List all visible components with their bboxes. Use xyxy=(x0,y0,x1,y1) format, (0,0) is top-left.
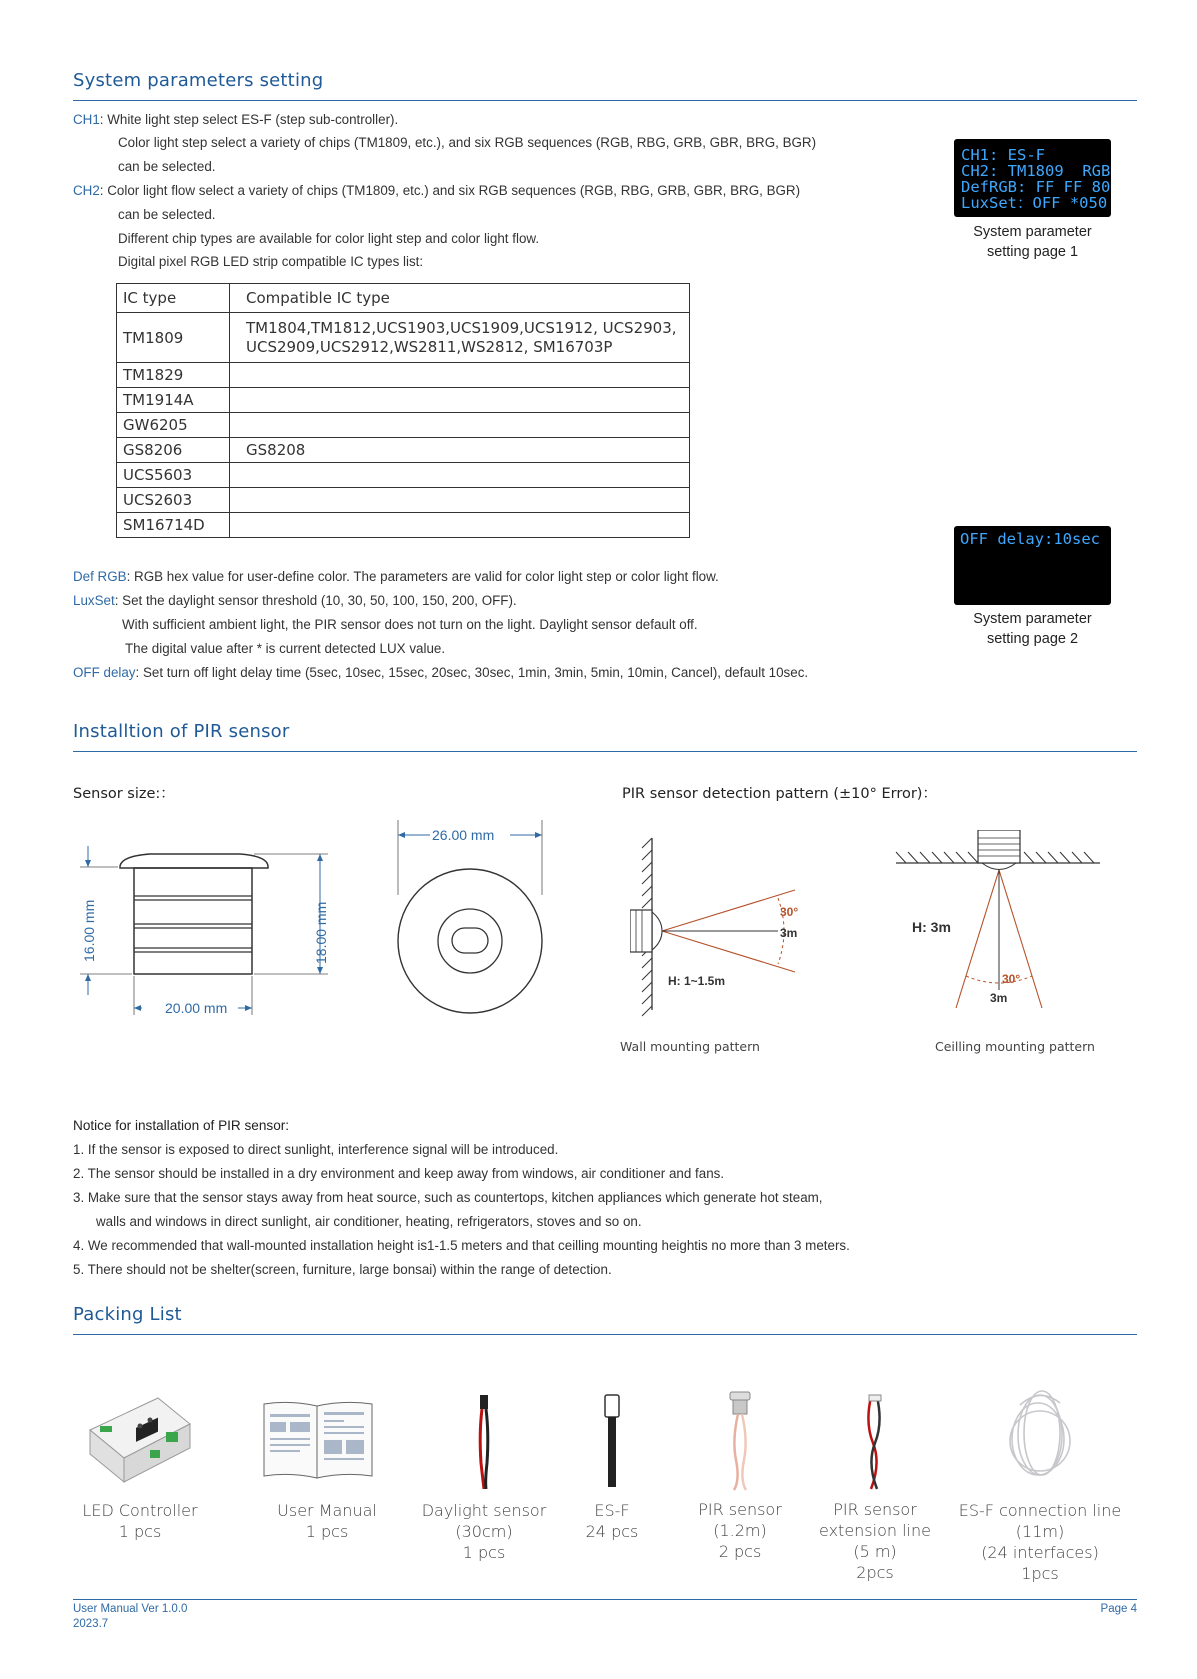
table-cell-ic: TM1829 xyxy=(117,363,230,388)
offdelay-key: OFF delay xyxy=(73,665,136,680)
luxset-key: LuxSet xyxy=(73,593,115,608)
section-title-packing-list: Packing List xyxy=(73,1304,182,1325)
table-cell-ic: UCS5603 xyxy=(117,463,230,488)
caption-line: User Manual xyxy=(277,1501,377,1520)
ch2-line1 xyxy=(73,179,800,202)
ch1-text: : White light step select ES-F (step sub-controller). xyxy=(99,112,399,127)
footer-date: 2023.7 xyxy=(73,1618,109,1630)
caption-line: (30cm) xyxy=(455,1522,513,1541)
table-row xyxy=(117,363,690,388)
ch2-line2: can be selected. xyxy=(118,207,216,222)
led-controller-image xyxy=(80,1390,200,1490)
table-row xyxy=(117,388,690,413)
packing-item-caption xyxy=(805,1499,945,1583)
ceiling-mounting-diagram xyxy=(890,830,1110,1030)
table-cell-ic: GS8206 xyxy=(117,438,230,463)
table-cell-compat xyxy=(230,313,690,363)
caption-line: 24 pcs xyxy=(585,1522,639,1541)
lcd-screen-page1 xyxy=(954,139,1111,217)
caption-line: setting page 1 xyxy=(986,244,1079,260)
caption-line: setting page 2 xyxy=(986,631,1079,647)
notice-item: 4. We recommended that wall-mounted installation height is1-1.5 meters and that ceilling mounting heightis no more than 3 meters. xyxy=(73,1238,850,1253)
section-title-system-parameters: System parameters setting xyxy=(73,70,324,91)
lcd-line: CH1: ES-F xyxy=(961,146,1045,164)
pir-sensor-image xyxy=(720,1390,760,1495)
table-cell-ic: TM1809 xyxy=(117,313,230,363)
offdelay-line xyxy=(73,661,808,684)
dim-diameter-label: 26.00 mm xyxy=(432,827,495,843)
table-header-compatible: Compatible IC type xyxy=(230,284,690,313)
table-header-row xyxy=(117,284,690,313)
ch2-key: CH2 xyxy=(73,183,100,198)
table-cell-ic: TM1914A xyxy=(117,388,230,413)
daylight-sensor-image xyxy=(465,1393,505,1493)
ceiling-height-label: H: 3m xyxy=(912,919,951,935)
caption-line: System parameter xyxy=(973,224,1092,240)
lcd-line: CH2: TM1809 RGB xyxy=(961,162,1111,180)
defrgb-text: : RGB hex value for user-define color. The parameters are valid for color light step or color light flow. xyxy=(126,569,719,584)
caption-line: (1.2m) xyxy=(713,1521,767,1540)
caption-line: PIR sensor xyxy=(833,1500,917,1519)
wall-mounting-caption: Wall mounting pattern xyxy=(620,1039,760,1054)
lcd-line: DefRGB: FF FF 80 xyxy=(961,178,1111,196)
compat-line: UCS2909,UCS2912,WS2811,WS2812, SM16703P xyxy=(246,337,613,356)
caption-line: 1pcs xyxy=(1021,1564,1059,1583)
table-cell-ic: SM16714D xyxy=(117,513,230,538)
footer-version: User Manual Ver 1.0.0 xyxy=(73,1603,188,1615)
lcd-line: OFF delay:10sec xyxy=(960,530,1100,548)
packing-item-caption xyxy=(257,1500,397,1542)
caption-line: (5 m) xyxy=(853,1542,897,1561)
lcd1-caption xyxy=(944,222,1121,262)
notice-item-continued: walls and windows in direct sunlight, air conditioner, heating, refrigerators, stoves and so on. xyxy=(96,1214,642,1229)
lcd-screen-page2 xyxy=(954,526,1111,605)
caption-line: Daylight sensor xyxy=(421,1501,547,1520)
packing-item-caption xyxy=(950,1500,1130,1584)
caption-line: (24 interfaces) xyxy=(981,1543,1099,1562)
caption-line: 2pcs xyxy=(856,1563,894,1582)
caption-line: ES-F xyxy=(594,1501,630,1520)
ch1-line3: can be selected. xyxy=(118,159,216,174)
table-cell-compat xyxy=(230,463,690,488)
section-divider xyxy=(73,751,1137,752)
user-manual-image xyxy=(260,1398,376,1482)
es-f-image xyxy=(597,1393,627,1493)
wall-range-label: 3m xyxy=(780,926,798,940)
ch2-line4: Digital pixel RGB LED strip compatible IC types list: xyxy=(118,254,424,269)
caption-line: extension line xyxy=(819,1521,931,1540)
caption-line: 1 pcs xyxy=(462,1543,506,1562)
ch2-text: : Color light flow select a variety of chips (TM1809, etc.) and six RGB sequences (RGB, RBG, GRB, GBR, BRG, BGR) xyxy=(99,183,801,198)
footer-page-number: Page 4 xyxy=(1100,1603,1137,1615)
dim-height-label: 16.00 mm xyxy=(81,899,97,962)
wall-height-label: H: 1~1.5m xyxy=(668,974,726,988)
caption-line: 1 pcs xyxy=(118,1522,162,1541)
sensor-top-view-drawing xyxy=(390,815,560,1020)
luxset-line xyxy=(73,589,517,612)
table-cell-compat xyxy=(230,388,690,413)
caption-line: 1 pcs xyxy=(305,1522,349,1541)
pir-extension-line-image xyxy=(855,1393,895,1493)
sensor-side-view-drawing xyxy=(70,840,350,1025)
ch1-line1 xyxy=(73,108,398,131)
wall-mounting-diagram xyxy=(630,830,810,1030)
notice-item: 1. If the sensor is exposed to direct sunlight, interference signal will be introduced. xyxy=(73,1142,559,1157)
ceiling-mounting-caption: Ceilling mounting pattern xyxy=(935,1039,1095,1054)
wall-angle-label: 30° xyxy=(780,905,799,919)
dim-height2-label: 18.00 mm xyxy=(313,901,329,964)
dim-width-label: 20.00 mm xyxy=(165,1000,228,1016)
table-row xyxy=(117,313,690,363)
ic-type-table xyxy=(116,283,690,538)
defrgb-key: Def RGB xyxy=(73,569,127,584)
caption-line: LED Controller xyxy=(82,1501,198,1520)
notice-item: 5. There should not be shelter(screen, furniture, large bonsai) within the range of detection. xyxy=(73,1262,612,1277)
packing-item-caption xyxy=(70,1500,210,1542)
detection-pattern-label: PIR sensor detection pattern (±10° Error)： xyxy=(622,786,937,802)
table-header-ic-type: IC type xyxy=(117,284,230,313)
table-cell-compat xyxy=(230,488,690,513)
table-cell-compat: GS8208 xyxy=(230,438,690,463)
table-row xyxy=(117,463,690,488)
packing-item-caption xyxy=(414,1500,554,1563)
table-cell-ic: GW6205 xyxy=(117,413,230,438)
compat-line: TM1804,TM1812,UCS1903,UCS1909,UCS1912, UCS2903, xyxy=(246,318,677,337)
table-row xyxy=(117,413,690,438)
table-row xyxy=(117,438,690,463)
sensor-size-label: Sensor size:： xyxy=(73,786,175,802)
defrgb-line xyxy=(73,565,719,588)
section-divider xyxy=(73,1334,1137,1335)
caption-line: (11m) xyxy=(1015,1522,1065,1541)
notice-item: 3. Make sure that the sensor stays away from heat source, such as countertops, kitchen appliances which generate hot steam, xyxy=(73,1190,823,1205)
lcd-line: LuxSet：OFF *050 xyxy=(961,194,1108,212)
ceiling-range-label: 3m xyxy=(990,991,1008,1005)
luxset-line3: The digital value after * is current detected LUX value. xyxy=(125,641,446,656)
table-cell-compat xyxy=(230,413,690,438)
caption-line: PIR sensor xyxy=(698,1500,782,1519)
notice-title: Notice for installation of PIR sensor: xyxy=(73,1118,290,1133)
ceiling-angle-label: 30° xyxy=(1002,972,1021,986)
packing-item-caption xyxy=(675,1499,805,1562)
ch1-key: CH1 xyxy=(73,112,100,127)
caption-line: 2 pcs xyxy=(718,1542,762,1561)
table-cell-ic: UCS2603 xyxy=(117,488,230,513)
notice-item: 2. The sensor should be installed in a dry environment and keep away from windows, air conditioner and fans. xyxy=(73,1166,725,1181)
luxset-line2: With sufficient ambient light, the PIR sensor does not turn on the light. Daylight sensor default off. xyxy=(122,617,698,632)
table-cell-compat xyxy=(230,363,690,388)
caption-line: System parameter xyxy=(973,611,1092,627)
footer-divider xyxy=(73,1599,1137,1600)
table-row xyxy=(117,513,690,538)
offdelay-text: : Set turn off light delay time (5sec, 10sec, 15sec, 20sec, 30sec, 1min, 3min, 5min, 10min, Cancel), default 10sec. xyxy=(135,665,809,680)
ch1-line2: Color light step select a variety of chips (TM1809, etc.), and six RGB sequences (RGB, RBG, GRB, GBR, BRG, BGR) xyxy=(118,135,817,150)
es-f-connection-line-image xyxy=(1000,1385,1080,1495)
table-cell-compat xyxy=(230,513,690,538)
luxset-text: : Set the daylight sensor threshold (10, 30, 50, 100, 150, 200, OFF). xyxy=(114,593,517,608)
packing-item-caption xyxy=(552,1500,672,1542)
caption-line: ES-F connection line xyxy=(958,1501,1122,1520)
section-divider xyxy=(73,100,1137,101)
lcd2-caption xyxy=(944,609,1121,649)
table-row xyxy=(117,488,690,513)
ch2-line3: Different chip types are available for color light step and color light flow. xyxy=(118,231,540,246)
section-title-pir-install: Installtion of PIR sensor xyxy=(73,721,290,742)
